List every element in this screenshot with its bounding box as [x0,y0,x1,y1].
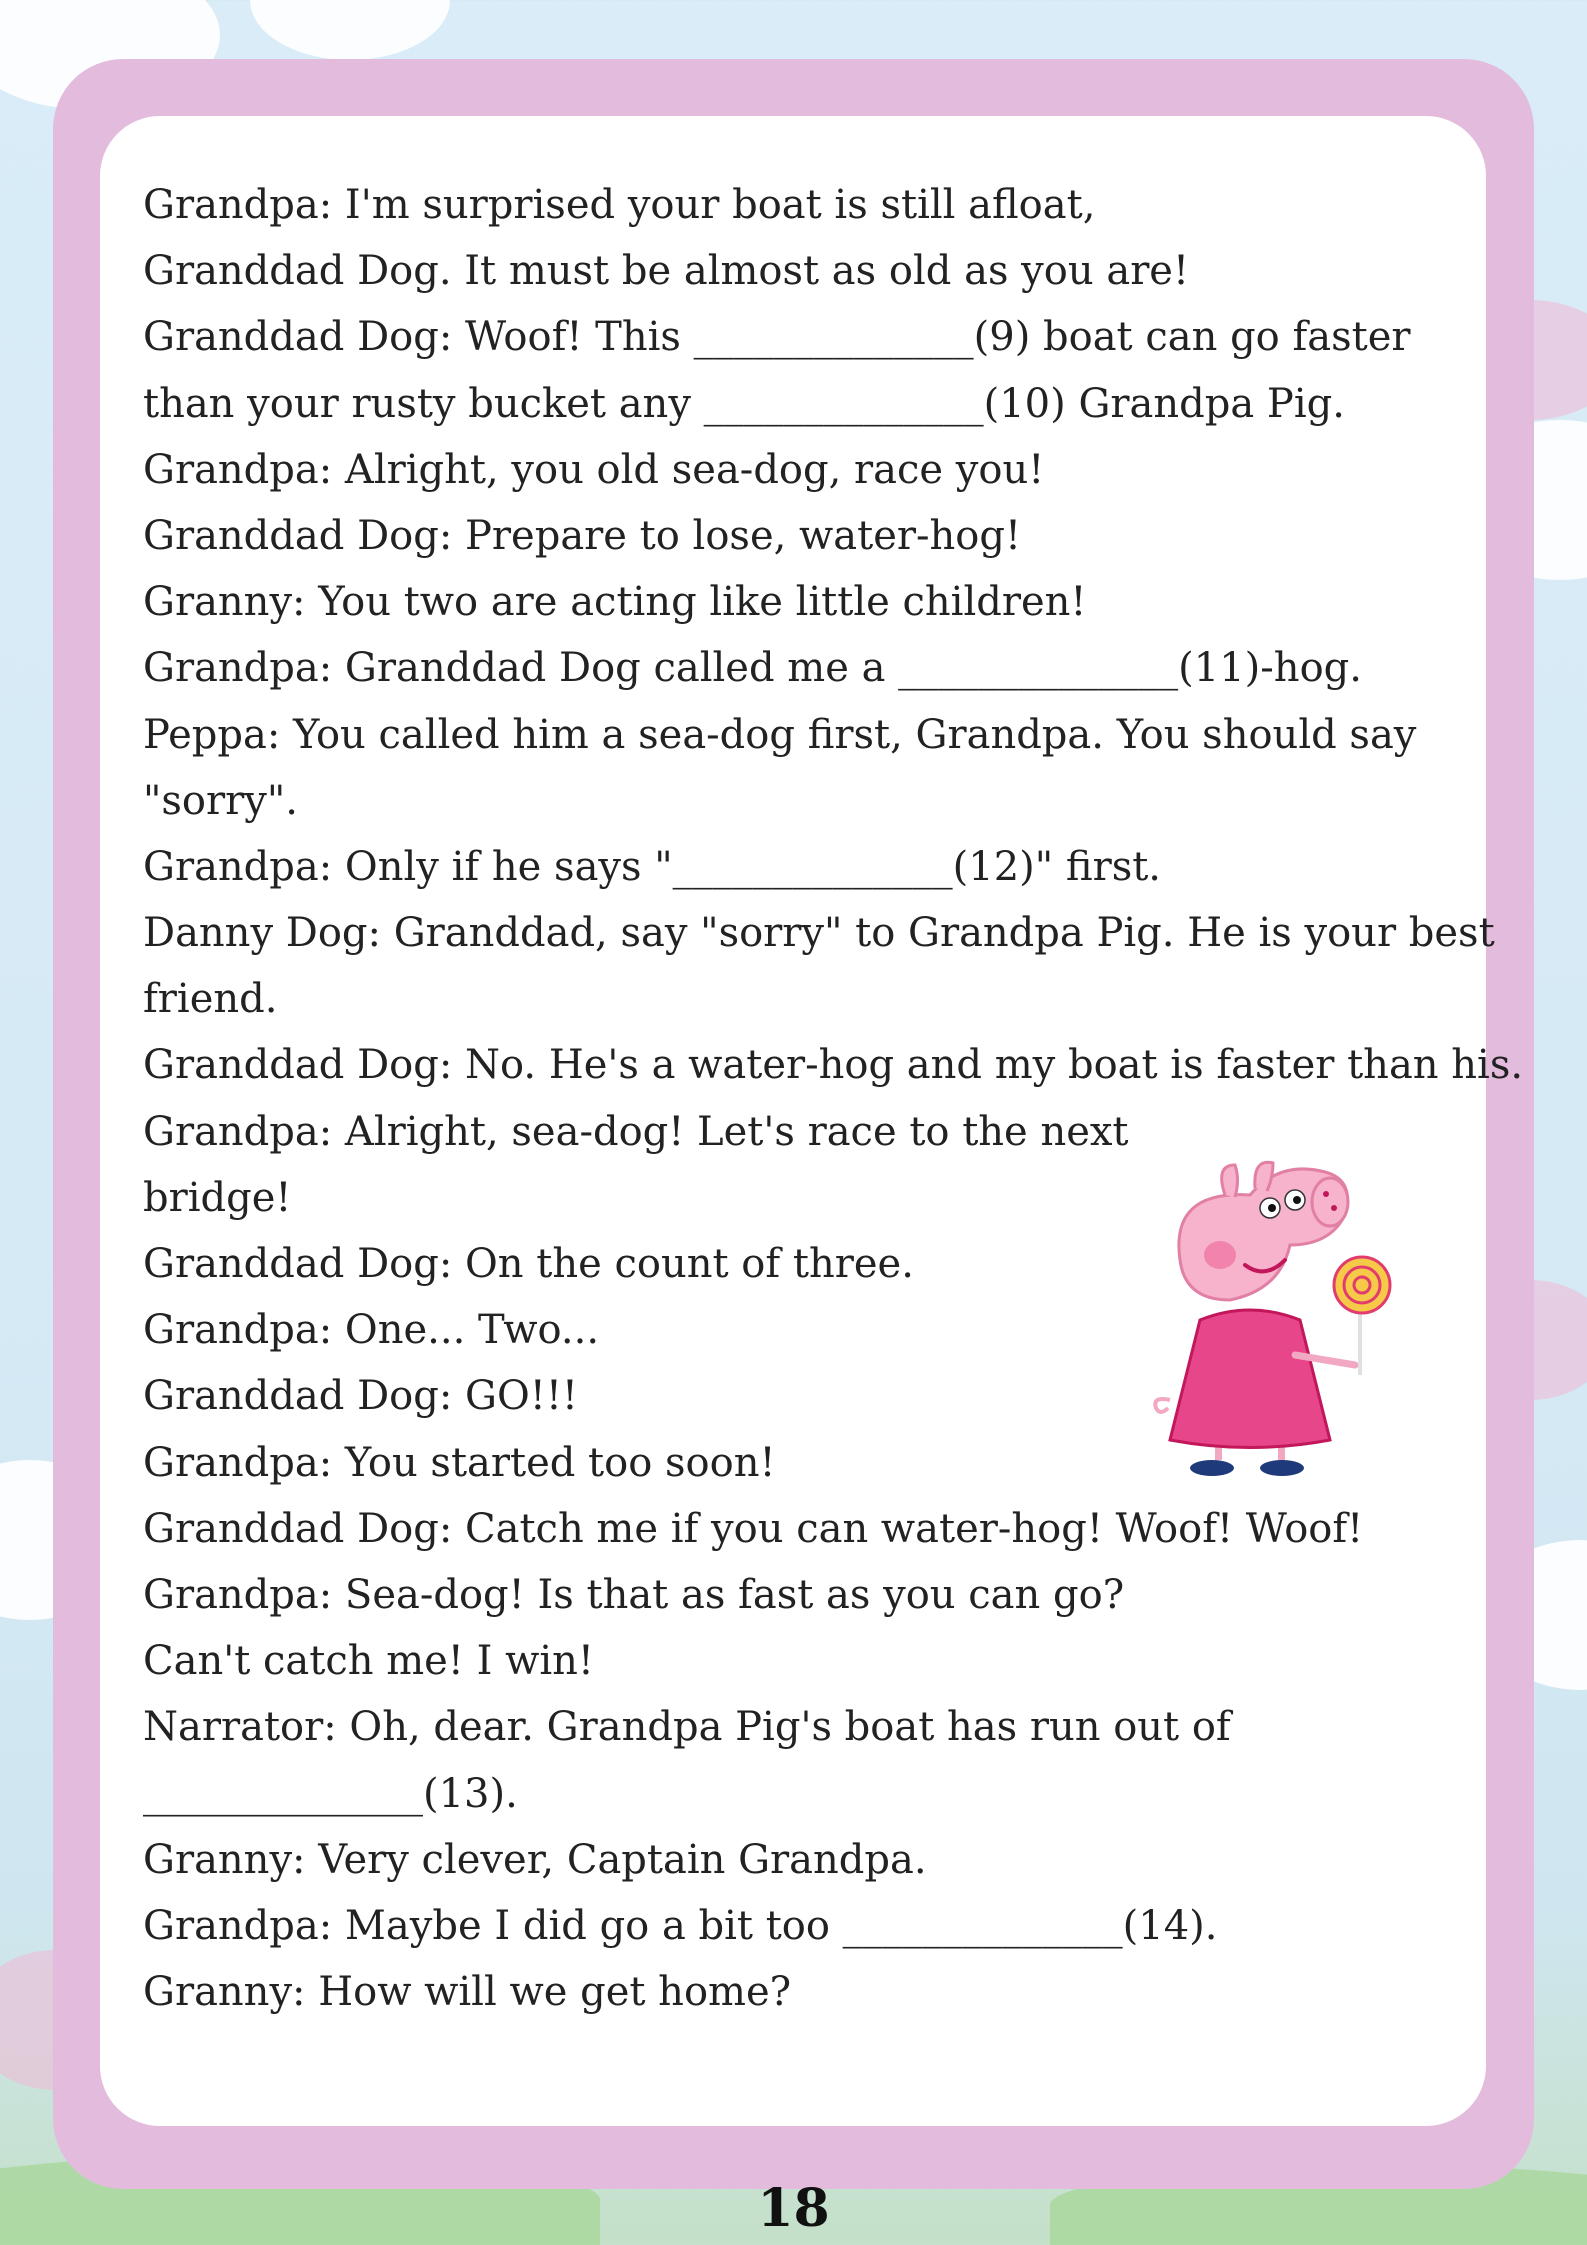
page-number: 18 [757,2178,830,2239]
dialogue-line: Grandpa: I'm surprised your boat is still afloat, [143,182,1096,228]
dialogue-line: Granny: You two are acting like little children! [143,579,1087,626]
dialogue-line: Peppa: You called him a sea-dog first, Grandpa. You should say [143,711,1417,758]
cloud-decoration [250,0,450,60]
dialogue-line: Granny: Very clever, Captain Grandpa. [143,1836,927,1883]
dialogue-line: Granddad Dog: No. He's a water-hog and my boat is faster than his. [143,1042,1524,1089]
dialogue-line: Granddad Dog: Woof! This ______________(9) boat can go faster [143,314,1411,361]
dialogue-line: Grandpa: Sea-dog! Is that as fast as you can go? [143,1571,1125,1618]
dialogue-line: Granddad Dog: Prepare to lose, water-hog! [143,512,1022,559]
dialogue-line: Danny Dog: Granddad, say "sorry" to Grandpa Pig. He is your best [143,910,1495,957]
dialogue-line: Granddad Dog: Catch me if you can water-hog! Woof! Woof! [143,1505,1364,1552]
dialogue-line: Can't catch me! I win! [143,1638,594,1685]
dialogue-line: Grandpa: Only if he says "______________(12)" first. [143,843,1162,890]
peppa-pig-illustration [1130,1150,1450,1490]
dialogue-line: Grandpa: Alright, you old sea-dog, race you! [143,446,1045,493]
dialogue-line: Grandpa: You started too soon! [143,1439,776,1486]
dialogue-text [143,172,1524,2025]
dialogue-line: Narrator: Oh, dear. Grandpa Pig's boat has run out of [143,1704,1231,1751]
dialogue-line: ______________(13). [143,1770,518,1817]
dialogue-line: Granddad Dog: GO!!! [143,1373,578,1420]
dialogue-line: Grandpa: Granddad Dog called me a ______________(11)-hog. [143,645,1362,692]
dialogue-line: friend. [143,976,278,1023]
dialogue-line: Grandpa: Alright, sea-dog! Let's race to the next [143,1108,1129,1155]
dialogue-line: Grandpa: Maybe I did go a bit too ______________(14). [143,1902,1218,1949]
dialogue-line: Granddad Dog: On the count of three. [143,1241,914,1287]
dialogue-line: Grandpa: One... Two... [143,1307,600,1354]
dialogue-line: bridge! [143,1174,292,1221]
dialogue-line: Granddad Dog. It must be almost as old as you are! [143,248,1190,295]
dialogue-line: than your rusty bucket any ______________(10) Grandpa Pig. [143,380,1345,427]
dialogue-line: "sorry". [143,777,298,824]
dialogue-line: Granny: How will we get home? [143,1969,792,2016]
